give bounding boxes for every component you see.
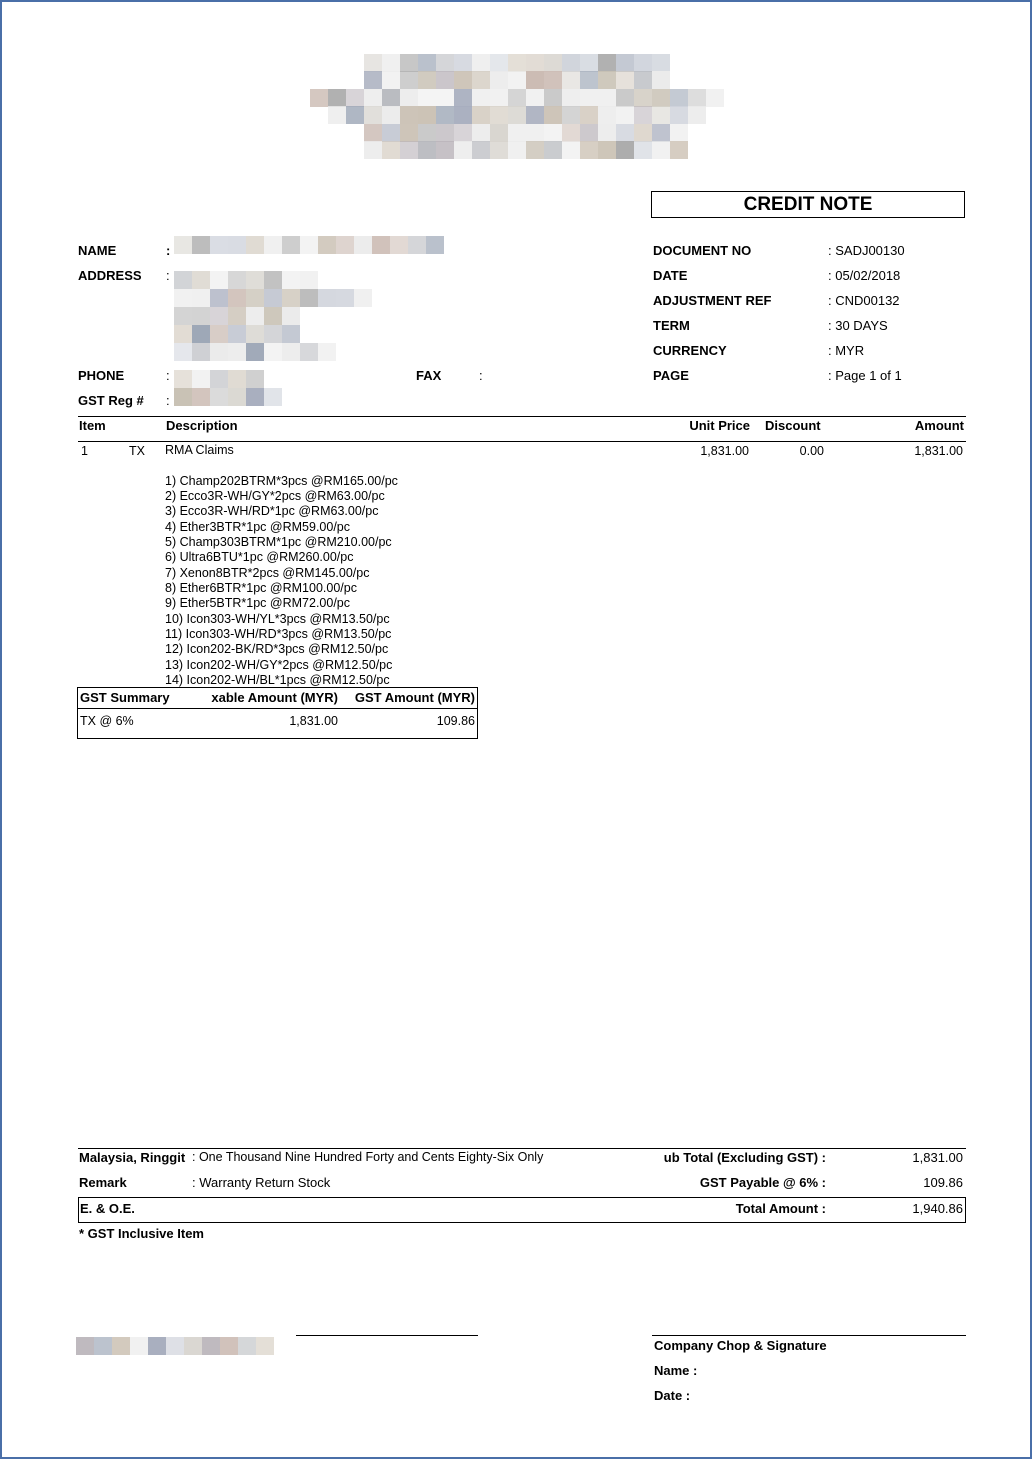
redaction-pixel	[472, 89, 490, 107]
redaction-pixel	[634, 141, 652, 159]
redaction-pixel	[472, 54, 490, 72]
redaction-pixel	[616, 89, 634, 107]
gst-summary-rule	[77, 708, 478, 709]
redaction-pixel	[454, 54, 472, 72]
address-label: ADDRESS	[78, 268, 142, 283]
redaction-pixel	[436, 89, 454, 107]
redaction-pixel	[454, 124, 472, 142]
redaction-pixel	[562, 141, 580, 159]
redaction-pixel	[246, 307, 264, 325]
redaction-pixel	[508, 54, 526, 72]
redaction-pixel	[148, 1337, 166, 1355]
redaction-pixel	[472, 141, 490, 159]
detail-line: 8) Ether6BTR*1pc @RM100.00/pc	[165, 581, 357, 595]
redaction-pixel	[174, 289, 192, 307]
redaction-pixel	[418, 89, 436, 107]
redaction-pixel	[526, 71, 544, 89]
redaction-pixel	[400, 124, 418, 142]
redaction-pixel	[436, 54, 454, 72]
redaction-pixel	[382, 89, 400, 107]
row-tax-code: TX	[129, 444, 145, 458]
totals-top-rule	[78, 1148, 966, 1149]
redaction-pixel	[400, 71, 418, 89]
redaction-pixel	[318, 343, 336, 361]
gst-reg-label: GST Reg #	[78, 393, 144, 408]
gst-tax-code: TX @ 6%	[80, 714, 134, 728]
row-item-no: 1	[81, 444, 88, 458]
redaction-pixel	[328, 89, 346, 107]
redaction-pixel	[670, 124, 688, 142]
detail-line: 12) Icon202-BK/RD*3pcs @RM12.50/pc	[165, 642, 389, 656]
gst-amount-header: GST Amount (MYR)	[354, 690, 475, 705]
signature-date-label: Date :	[654, 1388, 691, 1403]
currency-value: : MYR	[828, 343, 865, 358]
gst-payable-value: 109.86	[923, 1175, 963, 1190]
col-amount-header: Amount	[914, 418, 964, 433]
redaction-pixel	[616, 124, 634, 142]
redaction-pixel	[256, 1337, 274, 1355]
redaction-pixel	[94, 1337, 112, 1355]
redaction-pixel	[174, 325, 192, 343]
redaction-pixel	[192, 388, 210, 406]
redaction-pixel	[408, 236, 426, 254]
redaction-pixel	[652, 141, 670, 159]
redaction-pixel	[616, 71, 634, 89]
redaction-pixel	[174, 271, 192, 289]
redaction-pixel	[246, 388, 264, 406]
redaction-pixel	[436, 124, 454, 142]
redaction-pixel	[210, 271, 228, 289]
redaction-pixel	[490, 54, 508, 72]
redaction-pixel	[382, 54, 400, 72]
title-box	[651, 191, 965, 218]
recipient-signature-line	[652, 1335, 966, 1336]
redaction-pixel	[210, 307, 228, 325]
document-title: CREDIT NOTE	[743, 194, 873, 215]
amount-words-label: Malaysia, Ringgit	[79, 1150, 186, 1165]
row-discount: 0.00	[799, 444, 824, 458]
redaction-pixel	[418, 106, 436, 124]
redaction-pixel	[454, 89, 472, 107]
detail-line: 6) Ultra6BTU*1pc @RM260.00/pc	[165, 550, 354, 564]
redaction-pixel	[652, 54, 670, 72]
redaction-pixel	[436, 141, 454, 159]
detail-line: 7) Xenon8BTR*2pcs @RM145.00/pc	[165, 566, 370, 580]
redaction-pixel	[634, 124, 652, 142]
name-label: NAME	[78, 243, 117, 258]
redaction-pixel	[526, 54, 544, 72]
issuer-signature-line	[296, 1335, 478, 1336]
redaction-pixel	[210, 289, 228, 307]
detail-line: 10) Icon303-WH/YL*3pcs @RM13.50/pc	[165, 612, 390, 626]
redaction-pixel	[264, 388, 282, 406]
company-chop-label: Company Chop & Signature	[654, 1338, 827, 1353]
redaction-pixel	[328, 106, 346, 124]
detail-line: 1) Champ202BTRM*3pcs @RM165.00/pc	[165, 474, 398, 488]
redaction-pixel	[382, 124, 400, 142]
detail-line: 9) Ether5BTR*1pc @RM72.00/pc	[165, 596, 350, 610]
detail-line: 13) Icon202-WH/GY*2pcs @RM12.50/pc	[165, 658, 393, 672]
redaction-pixel	[508, 141, 526, 159]
redaction-pixel	[616, 141, 634, 159]
gst-taxable-amount: 1,831.00	[289, 714, 338, 728]
redaction-pixel	[400, 141, 418, 159]
redaction-pixel	[246, 325, 264, 343]
redaction-pixel	[192, 370, 210, 388]
table-header-rule	[78, 441, 966, 442]
redaction-pixel	[652, 124, 670, 142]
date-value: : 05/02/2018	[828, 268, 901, 283]
redaction-pixel	[508, 124, 526, 142]
redaction-pixel	[634, 71, 652, 89]
redaction-pixel	[336, 236, 354, 254]
redaction-pixel	[264, 289, 282, 307]
issuer-name-redacted	[76, 1337, 274, 1355]
redaction-pixel	[544, 106, 562, 124]
page-value: : Page 1 of 1	[828, 368, 902, 383]
detail-line: 2) Ecco3R-WH/GY*2pcs @RM63.00/pc	[165, 489, 385, 503]
redaction-pixel	[382, 71, 400, 89]
signature-name-label: Name :	[654, 1363, 698, 1378]
redaction-pixel	[300, 236, 318, 254]
row-description: RMA Claims	[165, 443, 234, 457]
redaction-pixel	[264, 325, 282, 343]
redaction-pixel	[192, 271, 210, 289]
redaction-pixel	[490, 124, 508, 142]
redaction-pixel	[354, 236, 372, 254]
redaction-pixel	[310, 89, 328, 107]
redaction-pixel	[346, 89, 364, 107]
redaction-pixel	[76, 1337, 94, 1355]
remark-label: Remark	[79, 1175, 127, 1190]
redaction-pixel	[192, 236, 210, 254]
redaction-pixel	[246, 236, 264, 254]
redaction-pixel	[652, 71, 670, 89]
redaction-pixel	[580, 124, 598, 142]
redaction-pixel	[382, 141, 400, 159]
redaction-pixel	[436, 106, 454, 124]
redaction-pixel	[192, 325, 210, 343]
redaction-pixel	[364, 141, 382, 159]
phone-redacted	[174, 370, 264, 388]
row-unit-price: 1,831.00	[700, 444, 749, 458]
adjustment-ref-value: : CND00132	[828, 293, 900, 308]
redaction-pixel	[364, 89, 382, 107]
term-value: : 30 DAYS	[828, 318, 888, 333]
adjustment-ref-label: ADJUSTMENT REF	[653, 293, 772, 308]
redaction-pixel	[192, 307, 210, 325]
redaction-pixel	[616, 106, 634, 124]
detail-line: 5) Champ303BTRM*1pc @RM210.00/pc	[165, 535, 392, 549]
col-discount-header: Discount	[765, 418, 821, 433]
detail-line: 14) Icon202-WH/BL*1pcs @RM12.50/pc	[165, 673, 390, 687]
redaction-pixel	[354, 289, 372, 307]
redaction-pixel	[372, 236, 390, 254]
redaction-pixel	[598, 54, 616, 72]
taxable-amount-header: xable Amount (MYR)	[211, 690, 338, 705]
redaction-pixel	[562, 124, 580, 142]
redaction-pixel	[174, 236, 192, 254]
redaction-pixel	[544, 89, 562, 107]
col-description-header: Description	[166, 418, 238, 433]
redaction-pixel	[580, 106, 598, 124]
redaction-pixel	[706, 89, 724, 107]
redaction-pixel	[282, 236, 300, 254]
detail-line: 3) Ecco3R-WH/RD*1pc @RM63.00/pc	[165, 504, 379, 518]
redaction-pixel	[210, 325, 228, 343]
redaction-pixel	[174, 388, 192, 406]
address-colon: :	[166, 268, 170, 283]
redaction-pixel	[436, 71, 454, 89]
phone-label: PHONE	[78, 368, 125, 383]
redaction-pixel	[300, 271, 318, 289]
redaction-pixel	[526, 106, 544, 124]
table-top-rule	[78, 416, 966, 417]
redaction-pixel	[300, 343, 318, 361]
redaction-pixel	[400, 89, 418, 107]
term-label: TERM	[653, 318, 690, 333]
redaction-pixel	[228, 325, 246, 343]
redaction-pixel	[634, 106, 652, 124]
detail-line: 4) Ether3BTR*1pc @RM59.00/pc	[165, 520, 350, 534]
redaction-pixel	[688, 89, 706, 107]
page-label: PAGE	[653, 368, 689, 383]
date-label: DATE	[653, 268, 688, 283]
customer-name-redacted	[174, 236, 444, 254]
redaction-pixel	[318, 236, 336, 254]
redaction-pixel	[580, 141, 598, 159]
eoe-note: E. & O.E.	[80, 1201, 135, 1216]
redaction-pixel	[562, 54, 580, 72]
redaction-pixel	[264, 343, 282, 361]
fax-colon: :	[479, 368, 483, 383]
redaction-pixel	[598, 71, 616, 89]
doc-no-label: DOCUMENT NO	[653, 243, 752, 258]
redaction-pixel	[228, 236, 246, 254]
redaction-pixel	[166, 1337, 184, 1355]
row-amount: 1,831.00	[914, 444, 963, 458]
gst-reg-colon: :	[166, 393, 170, 408]
redaction-pixel	[598, 89, 616, 107]
redaction-pixel	[652, 106, 670, 124]
redaction-pixel	[246, 370, 264, 388]
doc-no-value: : SADJ00130	[828, 243, 905, 258]
detail-line: 11) Icon303-WH/RD*3pcs @RM13.50/pc	[165, 627, 392, 641]
total-amount-value: 1,940.86	[912, 1201, 963, 1216]
redaction-pixel	[130, 1337, 148, 1355]
gst-inclusive-note: * GST Inclusive Item	[79, 1226, 204, 1241]
redaction-pixel	[282, 307, 300, 325]
redaction-pixel	[562, 89, 580, 107]
redaction-pixel	[616, 54, 634, 72]
redaction-pixel	[634, 89, 652, 107]
gst-reg-redacted	[174, 388, 282, 406]
redaction-pixel	[562, 71, 580, 89]
redaction-pixel	[526, 141, 544, 159]
redaction-pixel	[318, 289, 336, 307]
redaction-pixel	[336, 289, 354, 307]
redaction-pixel	[544, 124, 562, 142]
redaction-pixel	[598, 141, 616, 159]
redaction-pixel	[228, 370, 246, 388]
redaction-pixel	[508, 89, 526, 107]
name-colon: :	[166, 243, 171, 258]
redaction-pixel	[508, 71, 526, 89]
redaction-pixel	[264, 236, 282, 254]
redaction-pixel	[346, 106, 364, 124]
redaction-pixel	[490, 71, 508, 89]
redaction-pixel	[670, 106, 688, 124]
redaction-pixel	[544, 71, 562, 89]
redaction-pixel	[220, 1337, 238, 1355]
redaction-pixel	[652, 89, 670, 107]
redaction-pixel	[670, 89, 688, 107]
redaction-pixel	[580, 54, 598, 72]
redaction-pixel	[490, 89, 508, 107]
redaction-pixel	[454, 106, 472, 124]
redaction-pixel	[228, 271, 246, 289]
redaction-pixel	[400, 54, 418, 72]
redaction-pixel	[364, 54, 382, 72]
total-amount-label: Total Amount :	[735, 1201, 826, 1216]
redaction-pixel	[418, 141, 436, 159]
redaction-pixel	[508, 106, 526, 124]
phone-colon: :	[166, 368, 170, 383]
redaction-pixel	[364, 124, 382, 142]
redaction-pixel	[210, 370, 228, 388]
redaction-pixel	[228, 388, 246, 406]
redaction-pixel	[174, 307, 192, 325]
redaction-pixel	[364, 106, 382, 124]
redaction-pixel	[210, 388, 228, 406]
gst-amount: 109.86	[436, 714, 475, 728]
redaction-pixel	[246, 343, 264, 361]
redaction-pixel	[382, 106, 400, 124]
redaction-pixel	[472, 124, 490, 142]
redaction-pixel	[418, 124, 436, 142]
amount-in-words: : One Thousand Nine Hundred Forty and Cents Eighty-Six Only	[192, 1150, 544, 1164]
redaction-pixel	[580, 89, 598, 107]
remark-value: : Warranty Return Stock	[192, 1175, 331, 1190]
redaction-pixel	[228, 307, 246, 325]
redaction-pixel	[282, 289, 300, 307]
redaction-pixel	[454, 141, 472, 159]
redaction-pixel	[418, 54, 436, 72]
redaction-pixel	[192, 343, 210, 361]
redaction-pixel	[282, 271, 300, 289]
col-unit-price-header: Unit Price	[689, 418, 750, 433]
redaction-pixel	[228, 289, 246, 307]
redaction-pixel	[246, 289, 264, 307]
redaction-pixel	[670, 141, 688, 159]
redaction-pixel	[526, 124, 544, 142]
redaction-pixel	[282, 325, 300, 343]
redaction-pixel	[390, 236, 408, 254]
redaction-pixel	[174, 343, 192, 361]
redaction-pixel	[472, 71, 490, 89]
redaction-pixel	[400, 106, 418, 124]
redaction-pixel	[688, 106, 706, 124]
redaction-pixel	[364, 71, 382, 89]
redaction-pixel	[426, 236, 444, 254]
redaction-pixel	[228, 343, 246, 361]
redaction-pixel	[472, 106, 490, 124]
redaction-pixel	[418, 71, 436, 89]
redaction-pixel	[454, 71, 472, 89]
redaction-pixel	[184, 1337, 202, 1355]
redaction-pixel	[562, 106, 580, 124]
redaction-pixel	[192, 289, 210, 307]
redaction-pixel	[544, 54, 562, 72]
redaction-pixel	[210, 343, 228, 361]
redaction-pixel	[544, 141, 562, 159]
redaction-pixel	[112, 1337, 130, 1355]
fax-label: FAX	[416, 368, 442, 383]
redaction-pixel	[282, 343, 300, 361]
redaction-pixel	[264, 307, 282, 325]
gst-payable-label: GST Payable @ 6% :	[699, 1175, 826, 1190]
subtotal-value: 1,831.00	[912, 1150, 963, 1165]
redaction-pixel	[580, 71, 598, 89]
gst-summary-title: GST Summary	[80, 690, 170, 705]
col-item-header: Item	[79, 418, 106, 433]
subtotal-label: ub Total (Excluding GST) :	[663, 1150, 826, 1165]
redaction-pixel	[598, 106, 616, 124]
redaction-pixel	[174, 370, 192, 388]
total-amount-row	[78, 1197, 966, 1223]
redaction-pixel	[202, 1337, 220, 1355]
redaction-pixel	[598, 124, 616, 142]
redaction-pixel	[526, 89, 544, 107]
redaction-pixel	[246, 271, 264, 289]
currency-label: CURRENCY	[653, 343, 727, 358]
redaction-pixel	[634, 54, 652, 72]
redaction-pixel	[300, 289, 318, 307]
redaction-pixel	[264, 271, 282, 289]
redaction-pixel	[490, 106, 508, 124]
redaction-pixel	[238, 1337, 256, 1355]
redaction-pixel	[210, 236, 228, 254]
redaction-pixel	[490, 141, 508, 159]
